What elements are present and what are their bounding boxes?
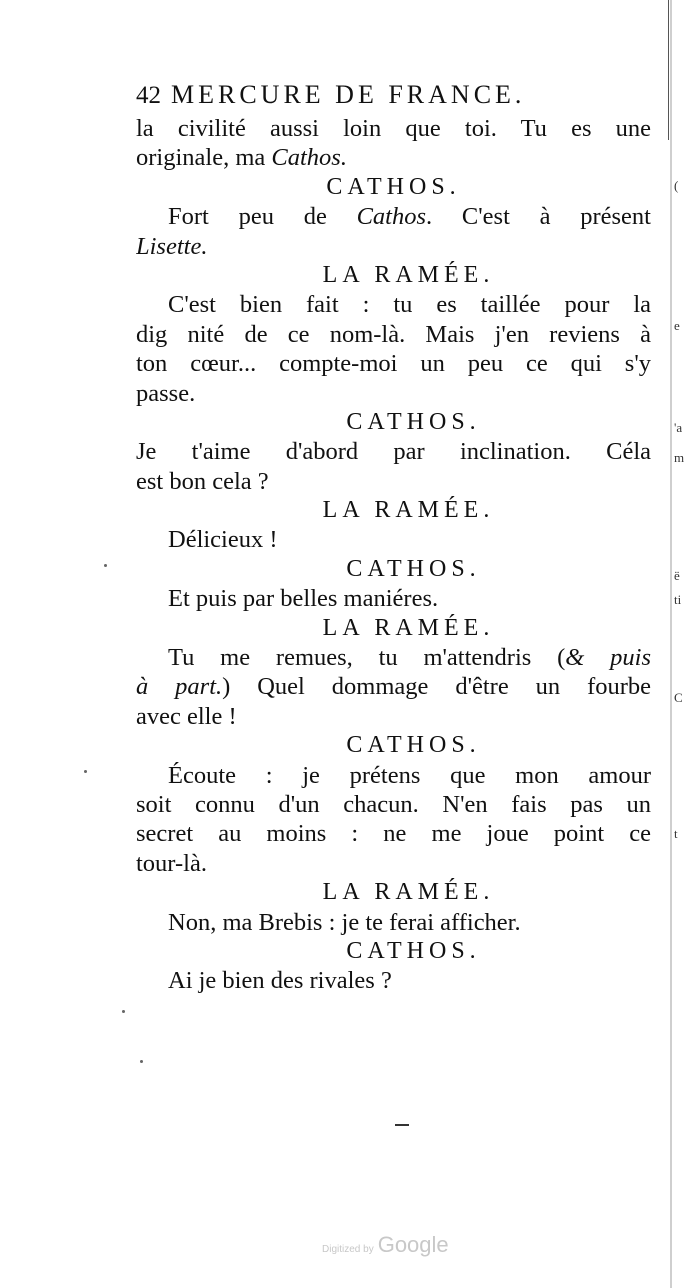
running-title: MERCURE DE FRANCE. <box>171 80 526 109</box>
binding-edge <box>670 0 672 1288</box>
speaker-name: LA RAMÉE. <box>322 261 495 288</box>
watermark-prefix: Digitized by <box>322 1244 374 1255</box>
speaker-name: CATHOS. <box>346 732 481 759</box>
text-line: Lisette. <box>136 232 208 260</box>
text-line: soit connu d'un chacun. N'en fais pas un <box>136 790 651 818</box>
text-line: C'est bien fait : tu es taillée pour la <box>168 291 651 319</box>
ink-speck <box>84 770 87 773</box>
text-line: ton cœur... compte-moi un peu ce qui s'y <box>136 350 651 378</box>
text-line: Délicieux ! <box>168 526 278 554</box>
running-header <box>136 80 656 110</box>
ink-speck <box>140 1060 143 1063</box>
google-logo: Google <box>377 1232 449 1257</box>
ink-speck <box>122 1010 125 1013</box>
text-line: Tu me remues, tu m'attendris (& puis <box>168 644 651 672</box>
bleed-through-mark: e <box>674 318 680 333</box>
speaker-name: LA RAMÉE. <box>322 879 495 906</box>
text-line: à part.) Quel dommage d'être un fourbe <box>136 673 651 701</box>
speaker-name: CATHOS. <box>346 408 481 435</box>
page-number: 42 <box>136 82 161 109</box>
text-line: secret au moins : ne me joue point ce <box>136 820 651 848</box>
text-line: est bon cela ? <box>136 467 269 495</box>
bleed-through-mark: m <box>674 450 685 465</box>
ink-speck <box>104 564 107 567</box>
text-line: avec elle ! <box>136 702 237 730</box>
text-line: Et puis par belles maniéres. <box>168 585 439 613</box>
speaker-name: LA RAMÉE. <box>322 614 495 641</box>
text-line: originale, ma Cathos. <box>136 144 347 172</box>
text-line: Écoute : je prétens que mon amour <box>168 761 651 789</box>
text-line: Fort peu de Cathos. C'est à présent <box>168 203 651 231</box>
text-line: passe. <box>136 379 196 407</box>
speaker-name: CATHOS. <box>346 937 481 964</box>
catchword-dash <box>395 1124 409 1126</box>
bleed-through-mark: C <box>674 690 683 705</box>
text-line: dig nité de ce nom-là. Mais j'en reviens à <box>136 320 651 348</box>
speaker-name: CATHOS. <box>326 173 461 200</box>
text-line: Je t'aime d'abord par inclination. Céla <box>136 438 651 466</box>
bleed-through-mark: ti <box>674 592 682 607</box>
speaker-name: LA RAMÉE. <box>322 497 495 524</box>
google-watermark <box>322 1232 449 1258</box>
bleed-through-mark: ( <box>674 178 679 193</box>
dialogue-text <box>136 114 651 996</box>
bleed-through-mark: ë <box>674 568 680 583</box>
text-line: tour-là. <box>136 849 207 877</box>
speaker-name: CATHOS. <box>346 555 481 582</box>
text-line: Ai je bien des rivales ? <box>168 967 392 995</box>
binding-edge-shadow <box>668 0 669 140</box>
bleed-through-mark: 'a <box>674 420 683 435</box>
bleed-through-mark: t <box>674 826 678 841</box>
text-line: Non, ma Brebis : je te ferai afficher. <box>168 908 521 936</box>
text-line: la civilité aussi loin que toi. Tu es une <box>136 115 651 142</box>
